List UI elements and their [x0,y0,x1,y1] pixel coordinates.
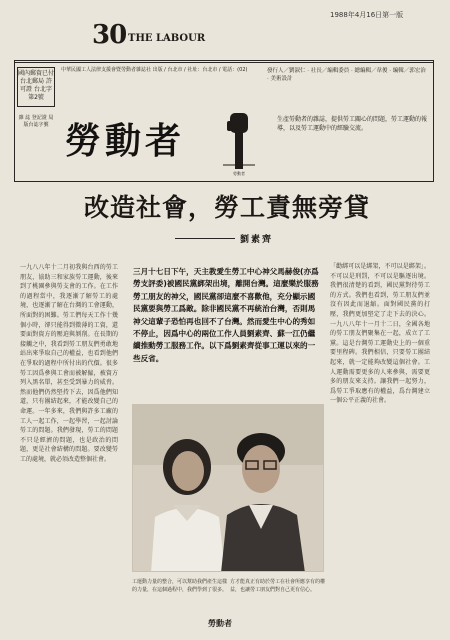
article-byline: 劉素齊 [240,235,274,245]
article-photo [132,404,324,572]
fist-logo-icon [215,107,263,173]
publication-name: THE LABOUR [128,33,206,44]
photo-text-right: 方才能真正有助於勞工在社會所應享有的權益，也讓勞工朋友們對自己更有信心。 [230,579,326,593]
masthead-rule [15,62,433,63]
registration-note: 雜 誌 登記證 局版台誌字號 [18,115,54,128]
masthead-blurb: 生產勞動者的雜誌，提供勞工關心的問題，勞工運動的報導，以及勞工運動中的經驗交流。 [277,116,428,132]
issue-date: 1988年4月16日第一版 [330,11,404,19]
logo-caption: 勞動者 [233,171,245,176]
masthead-panel [14,60,434,182]
registration-box: 國內郵資已付 台北郵局 許可證 台北字第2號 [17,67,55,107]
article-lead: 三月十七日下午，天主教愛生勞工中心神父馬赫俊(亦爲勞支評委)被國民黨綁架出境，離開台灣。這麼樂於服務勞工朋友的神父，國民黨卻這麼不喜歡他，充分顯示國民黨要與勞工爲敵。除非國民黨不再統治台灣，否則馬神父這輩子恐怕再也回不了台灣。然而愛生中心的秀如不停止，因爲中心的兩位工作人員劉素齊、蘇一江仍繼續推動勞工服務工作。以下爲劉素齊從事工運以來的一些反省。 [133,267,319,363]
page-footer: 勞動者 [208,619,232,628]
body-column-left: 一九八八年十二月初我與台西的勞工朋友，協助三和家族勞工運動，後來到了桃園參與勞支會的工作。在工作的過程當中，我逐漸了解勞工的處境，也逐漸了解在台灣的工會運動，所面對的困難。勞工們每天工作十幾個小時，卻只能得到微薄的工資，還要面對資方的壓迫與剝削。在長期的接觸之中，我看到勞工朋友們勇敢地站出來爭取自己的權益，也看到他們在爭取的過程中所付出的代價。很多勞工因爲參與工會而被解僱，被資方列入黑名單，甚至受到暴力的威脅。然而他們仍然堅持下去，因爲他們知道，只有團結起來，才能改變自己的命運。一年多來，我們與許多工廠的工人一起工作，一起學習，一起討論勞工的問題。我們發現，勞工的問題不只是經濟的問題，也是政治的問題，更是社會結構的問題。要改變勞工的處境，就必須改造整個社會。 [20,264,118,463]
publisher-info: 中華民國工人法律支援會暨勞動者雜誌社 出版 / 台北市 / 社址：台北市 / 電話：(02) [61,67,248,73]
photo-text-left: 工運動力量的整合，可以幫助我們產生這樣的力量，在這個過程中，我們學到了很多。 [132,579,228,593]
article-headline: 改造社會，勞工責無旁貸 [83,193,370,222]
masthead-title: 勞動者 [65,120,186,162]
portrait-photo-illustration [133,405,324,572]
byline-rule [175,238,235,239]
body-column-right: 「勸綁可以是綁架，不可以是綁架」。不可以是刑罰，不可以是驅逐出境。我們很清楚的看到，國民黨對待勞工的方式。我們也看到，勞工朋友們並沒有因此而退縮。面對國民黨的打壓，我們更加堅定了走下去的決心。一九八八年十一月十二日，全國各地的勞工朋友們聚集在一起，成立了工黨。這是台灣勞工運動史上的一個重要里程碑。我們相信，只要勞工團結起來，就一定能夠改變這個社會。工人運動需要更多的人來參與，需要更多的朋友來支持。讓我們一起努力，爲勞工爭取應有的權益，爲台灣建立一個公平正義的社會。 [330,263,430,405]
staff-list: 發行人／劉淑仁 ‧ 社長／編輯委員 ‧ 總編輯／韋俊 ‧ 編輯／郭宏治 ‧ 美術設計 [267,68,426,82]
issue-number: 30 [92,20,127,50]
